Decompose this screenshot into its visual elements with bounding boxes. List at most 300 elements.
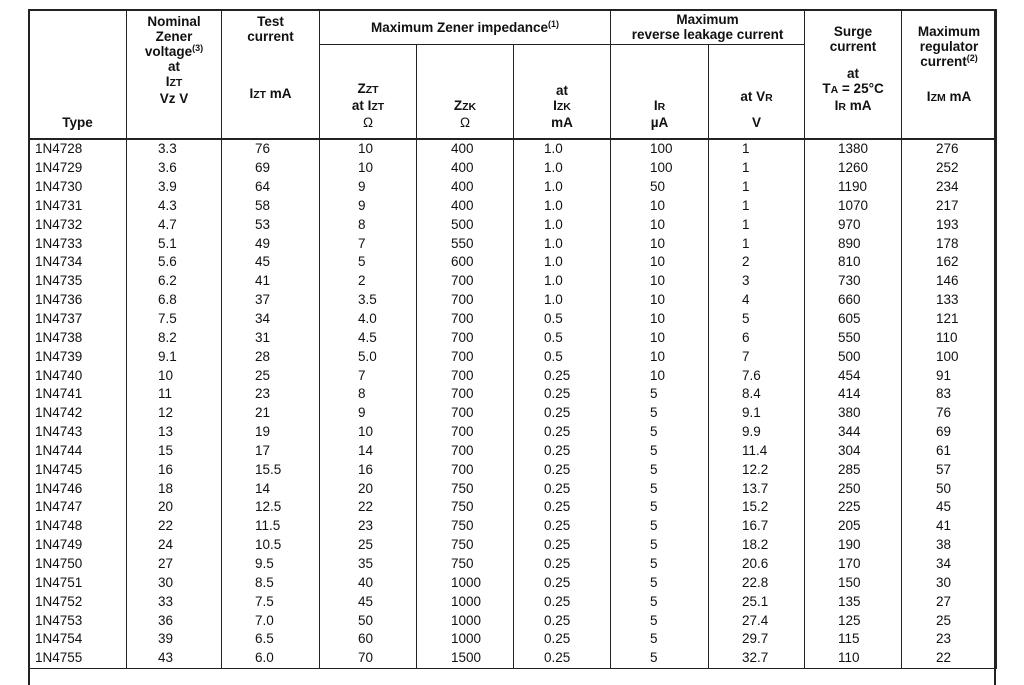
cell-test-current: 10.5	[222, 536, 320, 555]
cell-reverse-current: 10	[611, 347, 709, 366]
cell-type: 1N4743	[29, 423, 127, 442]
cell-zener-voltage: 27	[127, 555, 222, 574]
cell-zzt: 14	[320, 442, 417, 461]
cell-type: 1N4747	[29, 498, 127, 517]
cell-reverse-voltage: 20.6	[709, 555, 805, 574]
table-border-top	[28, 9, 996, 11]
cell-zzk: 700	[417, 423, 514, 442]
cell-test-current: 9.5	[222, 555, 320, 574]
header-vz-line4: at	[167, 59, 180, 74]
cell-izk: 0.5	[514, 328, 611, 347]
cell-surge-current: 225	[805, 498, 902, 517]
cell-type: 1N4744	[29, 442, 127, 461]
cell-zener-voltage: 30	[127, 573, 222, 592]
header-surge-unit: IR mA	[834, 98, 872, 113]
cell-zzk: 1000	[417, 592, 514, 611]
cell-surge-current: 304	[805, 442, 902, 461]
cell-test-current: 8.5	[222, 573, 320, 592]
table-row	[29, 328, 997, 347]
cell-regulator-current: 276	[902, 139, 997, 159]
header-vr-symbol: at VR	[740, 89, 773, 104]
cell-test-current: 6.5	[222, 630, 320, 649]
cell-test-current: 58	[222, 197, 320, 216]
cell-zzk: 1000	[417, 611, 514, 630]
cell-izk: 0.5	[514, 347, 611, 366]
cell-type: 1N4748	[29, 517, 127, 536]
cell-zener-voltage: 12	[127, 404, 222, 423]
cell-zzt: 16	[320, 460, 417, 479]
cell-regulator-current: 83	[902, 385, 997, 404]
cell-zener-voltage: 9.1	[127, 347, 222, 366]
cell-izk: 0.25	[514, 611, 611, 630]
header-max-zener-impedance: Maximum Zener impedance$^{(1)}$	[320, 10, 611, 45]
cell-type: 1N4730	[29, 178, 127, 197]
cell-test-current: 41	[222, 272, 320, 291]
cell-reverse-current: 100	[611, 139, 709, 159]
cell-surge-current: 730	[805, 272, 902, 291]
cell-reverse-voltage: 5	[709, 310, 805, 329]
cell-izk: 1.0	[514, 253, 611, 272]
cell-izk: 0.25	[514, 573, 611, 592]
cell-type: 1N4733	[29, 234, 127, 253]
cell-zzk: 750	[417, 536, 514, 555]
cell-zzt: 20	[320, 479, 417, 498]
cell-zzk: 750	[417, 517, 514, 536]
cell-test-current: 19	[222, 423, 320, 442]
header-zzk-symbol: ZZK	[453, 98, 477, 113]
cell-regulator-current: 100	[902, 347, 997, 366]
header-izm-line3: current$^{(2)}$	[920, 53, 978, 69]
cell-regulator-current: 162	[902, 253, 997, 272]
cell-surge-current: 205	[805, 517, 902, 536]
cell-reverse-voltage: 9.9	[709, 423, 805, 442]
cell-regulator-current: 61	[902, 442, 997, 461]
cell-test-current: 76	[222, 139, 320, 159]
cell-type: 1N4755	[29, 649, 127, 668]
cell-regulator-current: 76	[902, 404, 997, 423]
table-row	[29, 611, 997, 630]
cell-zener-voltage: 33	[127, 592, 222, 611]
table-row	[29, 253, 997, 272]
cell-zener-voltage: 3.6	[127, 159, 222, 178]
cell-zzt: 22	[320, 498, 417, 517]
header-vz-line2: Zener	[155, 29, 193, 44]
table-row	[29, 536, 997, 555]
cell-zzk: 700	[417, 328, 514, 347]
table-row	[29, 630, 997, 649]
cell-reverse-current: 5	[611, 385, 709, 404]
cell-type: 1N4736	[29, 291, 127, 310]
cell-zzk: 750	[417, 479, 514, 498]
table-row	[29, 159, 997, 178]
cell-surge-current: 250	[805, 479, 902, 498]
cell-zzt: 70	[320, 649, 417, 668]
header-vz-line1: Nominal	[147, 14, 201, 29]
table-row	[29, 385, 997, 404]
cell-test-current: 15.5	[222, 460, 320, 479]
cell-surge-current: 890	[805, 234, 902, 253]
cell-regulator-current: 23	[902, 630, 997, 649]
header-izk-at: at	[556, 83, 569, 98]
header-izk	[514, 45, 611, 140]
cell-surge-current: 605	[805, 310, 902, 329]
cell-zener-voltage: 7.5	[127, 310, 222, 329]
cell-test-current: 31	[222, 328, 320, 347]
cell-test-current: 21	[222, 404, 320, 423]
cell-zzk: 1000	[417, 630, 514, 649]
footnote-1: (1)	[548, 18, 560, 29]
cell-zener-voltage: 3.3	[127, 139, 222, 159]
cell-type: 1N4729	[29, 159, 127, 178]
cell-zener-voltage: 8.2	[127, 328, 222, 347]
header-izt-line2: current	[247, 29, 294, 44]
cell-surge-current: 810	[805, 253, 902, 272]
table-header	[29, 10, 997, 140]
cell-reverse-current: 5	[611, 573, 709, 592]
header-zzk	[417, 45, 514, 140]
cell-zener-voltage: 4.3	[127, 197, 222, 216]
cell-test-current: 49	[222, 234, 320, 253]
zener-datasheet-table-container	[28, 9, 996, 685]
cell-zzt: 10	[320, 159, 417, 178]
cell-zener-voltage: 18	[127, 479, 222, 498]
header-ir	[611, 45, 709, 140]
table-border-right	[994, 9, 996, 685]
cell-regulator-current: 178	[902, 234, 997, 253]
cell-test-current: 23	[222, 385, 320, 404]
cell-regulator-current: 91	[902, 366, 997, 385]
header-vz-line5: IZT	[165, 74, 183, 89]
cell-izk: 0.25	[514, 517, 611, 536]
cell-zzk: 700	[417, 442, 514, 461]
table-row	[29, 178, 997, 197]
cell-zzt: 5.0	[320, 347, 417, 366]
header-nominal-zener-voltage	[127, 10, 222, 140]
cell-zzk: 1000	[417, 573, 514, 592]
cell-izk: 0.25	[514, 404, 611, 423]
header-max-reverse-leakage	[611, 10, 805, 45]
cell-type: 1N4746	[29, 479, 127, 498]
cell-zzk: 700	[417, 460, 514, 479]
cell-zener-voltage: 24	[127, 536, 222, 555]
table-row	[29, 215, 997, 234]
cell-reverse-voltage: 13.7	[709, 479, 805, 498]
cell-reverse-voltage: 2	[709, 253, 805, 272]
cell-zzk: 600	[417, 253, 514, 272]
header-izt-line1: Test	[257, 14, 284, 29]
cell-zzt: 40	[320, 573, 417, 592]
cell-reverse-current: 5	[611, 649, 709, 668]
cell-izk: 0.25	[514, 649, 611, 668]
cell-regulator-current: 25	[902, 611, 997, 630]
cell-izk: 0.25	[514, 592, 611, 611]
cell-zzt: 4.0	[320, 310, 417, 329]
cell-type: 1N4734	[29, 253, 127, 272]
cell-reverse-voltage: 18.2	[709, 536, 805, 555]
cell-izk: 1.0	[514, 291, 611, 310]
cell-izk: 1.0	[514, 178, 611, 197]
cell-regulator-current: 27	[902, 592, 997, 611]
cell-reverse-voltage: 32.7	[709, 649, 805, 668]
cell-regulator-current: 121	[902, 310, 997, 329]
cell-test-current: 45	[222, 253, 320, 272]
cell-reverse-voltage: 27.4	[709, 611, 805, 630]
cell-reverse-current: 5	[611, 536, 709, 555]
cell-surge-current: 414	[805, 385, 902, 404]
cell-zzt: 9	[320, 404, 417, 423]
header-surge-current	[805, 10, 902, 140]
cell-zzt: 23	[320, 517, 417, 536]
cell-test-current: 7.0	[222, 611, 320, 630]
cell-zener-voltage: 5.1	[127, 234, 222, 253]
cell-zzk: 400	[417, 197, 514, 216]
cell-surge-current: 150	[805, 573, 902, 592]
cell-test-current: 28	[222, 347, 320, 366]
cell-izk: 0.25	[514, 366, 611, 385]
footnote-2: (2)	[966, 53, 978, 63]
cell-izk: 1.0	[514, 234, 611, 253]
cell-surge-current: 970	[805, 215, 902, 234]
cell-reverse-current: 10	[611, 215, 709, 234]
cell-zzt: 60	[320, 630, 417, 649]
cell-zener-voltage: 10	[127, 366, 222, 385]
cell-reverse-current: 10	[611, 310, 709, 329]
cell-reverse-voltage: 6	[709, 328, 805, 347]
cell-reverse-voltage: 29.7	[709, 630, 805, 649]
header-surge-line2: current	[829, 39, 877, 54]
cell-reverse-voltage: 1	[709, 159, 805, 178]
header-vr-unit: V	[752, 115, 762, 130]
table-row	[29, 197, 997, 216]
cell-izk: 0.25	[514, 630, 611, 649]
table-border-left	[28, 9, 30, 685]
cell-izk: 1.0	[514, 272, 611, 291]
cell-type: 1N4737	[29, 310, 127, 329]
header-zzk-unit: Ω	[459, 115, 471, 130]
cell-zzk: 500	[417, 215, 514, 234]
header-zzt	[320, 45, 417, 140]
cell-reverse-voltage: 7	[709, 347, 805, 366]
cell-izk: 0.5	[514, 310, 611, 329]
footnote-3: (3)	[192, 43, 204, 53]
cell-regulator-current: 133	[902, 291, 997, 310]
cell-reverse-voltage: 9.1	[709, 404, 805, 423]
table-row	[29, 272, 997, 291]
cell-zzt: 10	[320, 423, 417, 442]
header-reverse-line1: Maximum	[676, 12, 739, 27]
cell-test-current: 53	[222, 215, 320, 234]
table-row	[29, 649, 997, 668]
cell-zener-voltage: 22	[127, 517, 222, 536]
cell-izk: 1.0	[514, 197, 611, 216]
cell-surge-current: 1070	[805, 197, 902, 216]
cell-zzk: 400	[417, 159, 514, 178]
table-row	[29, 592, 997, 611]
cell-reverse-current: 10	[611, 197, 709, 216]
cell-reverse-voltage: 22.8	[709, 573, 805, 592]
header-zzt-symbol: ZZT	[357, 81, 379, 96]
cell-reverse-voltage: 8.4	[709, 385, 805, 404]
header-zzt-unit: Ω	[362, 115, 374, 130]
cell-reverse-current: 5	[611, 517, 709, 536]
cell-izk: 0.25	[514, 460, 611, 479]
cell-reverse-current: 100	[611, 159, 709, 178]
header-max-regulator-current	[902, 10, 997, 140]
cell-reverse-voltage: 1	[709, 215, 805, 234]
header-surge-at: at	[847, 66, 860, 81]
cell-reverse-voltage: 1	[709, 178, 805, 197]
cell-reverse-current: 5	[611, 460, 709, 479]
header-izm-line2: regulator	[919, 39, 979, 54]
cell-izk: 0.25	[514, 536, 611, 555]
cell-regulator-current: 217	[902, 197, 997, 216]
cell-regulator-current: 38	[902, 536, 997, 555]
cell-reverse-voltage: 3	[709, 272, 805, 291]
cell-type: 1N4732	[29, 215, 127, 234]
cell-surge-current: 454	[805, 366, 902, 385]
cell-zzt: 7	[320, 366, 417, 385]
cell-test-current: 69	[222, 159, 320, 178]
cell-type: 1N4739	[29, 347, 127, 366]
table-row	[29, 498, 997, 517]
cell-reverse-current: 5	[611, 404, 709, 423]
table-row	[29, 310, 997, 329]
header-ir-symbol: IR	[653, 98, 666, 113]
table-row	[29, 517, 997, 536]
header-surge-line1: Surge	[833, 24, 873, 39]
cell-test-current: 34	[222, 310, 320, 329]
cell-zzk: 700	[417, 347, 514, 366]
cell-zzk: 400	[417, 178, 514, 197]
cell-regulator-current: 34	[902, 555, 997, 574]
table-row	[29, 366, 997, 385]
cell-surge-current: 660	[805, 291, 902, 310]
cell-reverse-voltage: 12.2	[709, 460, 805, 479]
cell-surge-current: 170	[805, 555, 902, 574]
cell-zzt: 45	[320, 592, 417, 611]
cell-zener-voltage: 3.9	[127, 178, 222, 197]
header-test-current	[222, 10, 320, 140]
cell-zzt: 9	[320, 197, 417, 216]
cell-reverse-voltage: 1	[709, 139, 805, 159]
cell-type: 1N4741	[29, 385, 127, 404]
cell-izk: 1.0	[514, 215, 611, 234]
table-body	[29, 139, 997, 668]
cell-zener-voltage: 39	[127, 630, 222, 649]
cell-zzt: 8	[320, 215, 417, 234]
cell-izk: 1.0	[514, 159, 611, 178]
cell-surge-current: 125	[805, 611, 902, 630]
table-row	[29, 139, 997, 159]
table-row	[29, 573, 997, 592]
cell-zener-voltage: 6.2	[127, 272, 222, 291]
cell-zzt: 2	[320, 272, 417, 291]
cell-reverse-current: 5	[611, 479, 709, 498]
cell-type: 1N4731	[29, 197, 127, 216]
cell-zener-voltage: 13	[127, 423, 222, 442]
cell-test-current: 25	[222, 366, 320, 385]
header-izk-symbol: IZK	[553, 98, 571, 113]
cell-test-current: 17	[222, 442, 320, 461]
cell-zzt: 10	[320, 139, 417, 159]
cell-zener-voltage: 6.8	[127, 291, 222, 310]
cell-zzk: 750	[417, 555, 514, 574]
cell-reverse-current: 50	[611, 178, 709, 197]
cell-zzt: 35	[320, 555, 417, 574]
cell-zener-voltage: 5.6	[127, 253, 222, 272]
cell-type: 1N4754	[29, 630, 127, 649]
cell-zzt: 3.5	[320, 291, 417, 310]
cell-zzt: 50	[320, 611, 417, 630]
cell-reverse-voltage: 25.1	[709, 592, 805, 611]
cell-reverse-voltage: 15.2	[709, 498, 805, 517]
cell-zener-voltage: 16	[127, 460, 222, 479]
cell-type: 1N4753	[29, 611, 127, 630]
zener-diode-table	[28, 9, 997, 669]
header-izm-line1: Maximum	[917, 24, 981, 39]
cell-test-current: 12.5	[222, 498, 320, 517]
cell-izk: 0.25	[514, 498, 611, 517]
cell-zzt: 9	[320, 178, 417, 197]
cell-surge-current: 190	[805, 536, 902, 555]
table-row	[29, 555, 997, 574]
cell-izk: 0.25	[514, 385, 611, 404]
cell-reverse-voltage: 7.6	[709, 366, 805, 385]
cell-zzt: 4.5	[320, 328, 417, 347]
cell-type: 1N4752	[29, 592, 127, 611]
cell-reverse-current: 5	[611, 555, 709, 574]
cell-reverse-voltage: 4	[709, 291, 805, 310]
table-row	[29, 479, 997, 498]
cell-reverse-voltage: 1	[709, 197, 805, 216]
header-vr	[709, 45, 805, 140]
cell-reverse-current: 10	[611, 328, 709, 347]
table-row	[29, 404, 997, 423]
cell-reverse-current: 10	[611, 272, 709, 291]
cell-surge-current: 115	[805, 630, 902, 649]
table-row	[29, 291, 997, 310]
cell-reverse-current: 10	[611, 234, 709, 253]
cell-type: 1N4742	[29, 404, 127, 423]
cell-zzk: 1500	[417, 649, 514, 668]
cell-zzt: 5	[320, 253, 417, 272]
cell-reverse-current: 5	[611, 498, 709, 517]
cell-reverse-current: 10	[611, 253, 709, 272]
header-izm-unit: IZM mA	[926, 89, 972, 104]
cell-test-current: 37	[222, 291, 320, 310]
cell-regulator-current: 45	[902, 498, 997, 517]
cell-type: 1N4740	[29, 366, 127, 385]
cell-reverse-current: 10	[611, 291, 709, 310]
cell-regulator-current: 234	[902, 178, 997, 197]
cell-regulator-current: 146	[902, 272, 997, 291]
table-row	[29, 460, 997, 479]
cell-zzk: 550	[417, 234, 514, 253]
cell-zener-voltage: 20	[127, 498, 222, 517]
cell-izk: 0.25	[514, 423, 611, 442]
cell-surge-current: 1190	[805, 178, 902, 197]
table-row	[29, 423, 997, 442]
header-izt-unit: IZT mA	[249, 86, 292, 101]
cell-zener-voltage: 43	[127, 649, 222, 668]
cell-surge-current: 1260	[805, 159, 902, 178]
cell-zzk: 700	[417, 310, 514, 329]
cell-surge-current: 285	[805, 460, 902, 479]
cell-surge-current: 1380	[805, 139, 902, 159]
cell-surge-current: 110	[805, 649, 902, 668]
cell-regulator-current: 193	[902, 215, 997, 234]
header-vz-line3: voltage$^{(3)}$	[144, 43, 204, 59]
